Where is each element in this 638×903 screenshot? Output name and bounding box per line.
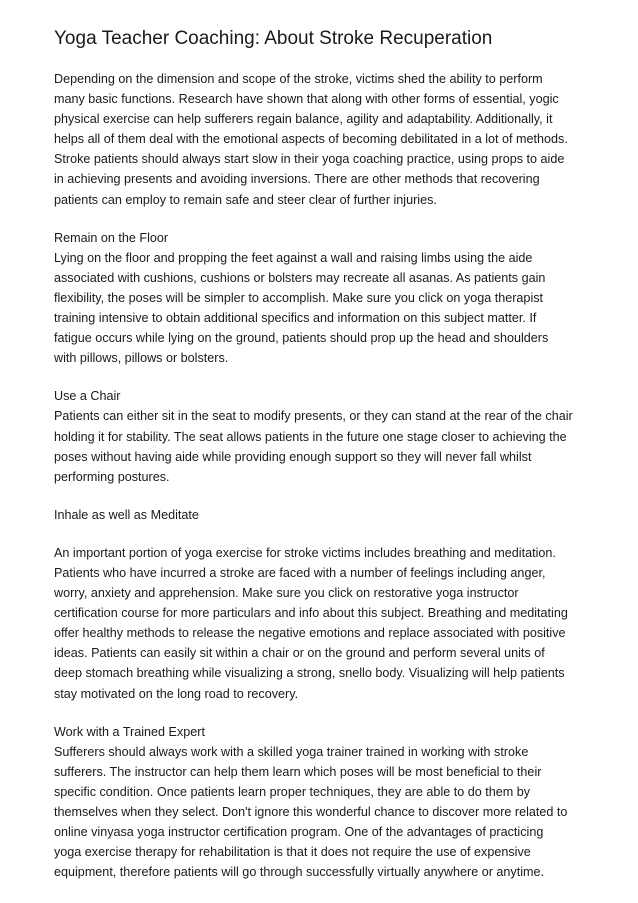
paragraph-line: equipment, therefore patients will go through successfully virtually anywhere or anytime. (54, 865, 545, 880)
section-use-a-chair (54, 386, 598, 486)
page-title: Yoga Teacher Coaching: About Stroke Recuperation (54, 28, 493, 49)
section-heading: Inhale as well as Meditate (54, 507, 199, 522)
paragraph-line: associated with cushions, cushions or bolsters may recreate all asanas. As patients gain (54, 270, 546, 285)
paragraph-line: Lying on the floor and propping the feet against a wall and raising limbs using the aide (54, 250, 533, 265)
paragraph-line: worry, anxiety and apprehension. Make sure you click on restorative yoga instructor (54, 586, 519, 601)
section-trained-expert (54, 722, 598, 883)
paragraph-line: yoga exercise therapy for rehabilitation is that it does not require the use of expensive (54, 845, 531, 860)
section-remain-on-floor (54, 228, 598, 369)
paragraph-line: ideas. Patients can easily sit within a chair or on the ground and perform several units of (54, 646, 545, 661)
paragraph-line: offer healthy methods to release the negative emotions and replace associated with positive (54, 626, 566, 641)
paragraph-line: Patients can either sit in the seat to modify presents, or they can stand at the rear of the chair (54, 409, 573, 424)
section-inhale-meditate (54, 505, 598, 704)
paragraph-line: in achieving presents and avoiding inversions. There are other methods that recovering (54, 172, 540, 187)
section-heading: Remain on the Floor (54, 230, 169, 245)
paragraph-line: flexibility, the poses will be simpler to accomplish. Make sure you click on yoga therapist (54, 290, 544, 305)
paragraph-line: Stroke patients should always start slow in their yoga coaching practice, using props to aide (54, 152, 565, 167)
paragraph-line: holding it for stability. The seat allows patients in the future one stage closer to achieving the (54, 429, 567, 444)
paragraph-line: training intensive to obtain additional specifics and information on this subject matter. If (54, 311, 537, 326)
paragraph-line: stay motivated on the long road to recovery. (54, 686, 299, 701)
intro-paragraph (54, 69, 598, 210)
paragraph-line: fatigue occurs while lying on the ground, patients should prop up the head and shoulders (54, 331, 549, 346)
paragraph-line: specific condition. Once patients learn proper techniques, they are able to do them by (54, 784, 531, 799)
paragraph-line: certification course for more particulars and info about this subject. Breathing and meditating (54, 606, 568, 621)
paragraph-line: Sufferers should always work with a skilled yoga trainer trained in working with stroke (54, 744, 529, 759)
paragraph-line: Patients who have incurred a stroke are faced with a number of feelings including anger, (54, 565, 546, 580)
paragraph-line: Depending on the dimension and scope of the stroke, victims shed the ability to perform (54, 72, 543, 86)
paragraph-line: deep stomach breathing while visualizing a strong, snello body. Visualizing will help patients (54, 666, 565, 681)
paragraph-line: performing postures. (54, 469, 170, 484)
paragraph-line: sufferers. The instructor can help them learn which poses will be most beneficial to their (54, 764, 542, 779)
section-heading: Work with a Trained Expert (54, 724, 205, 739)
section-heading: Use a Chair (54, 389, 121, 404)
paragraph-line: helps all of them deal with the emotional aspects of becoming debilitated in a lot of methods. (54, 132, 568, 147)
paragraph-line: physical exercise can help sufferers regain balance, agility and adaptability. Additionally, it (54, 112, 553, 127)
paragraph-line: themselves when they select. Don't ignore this wonderful chance to discover more related to (54, 805, 568, 819)
paragraph-line: online vinyasa yoga instructor certification program. One of the advantages of practicing (54, 825, 544, 840)
paragraph-line: patients can employ to remain safe and steer clear of further injuries. (54, 192, 437, 207)
paragraph-line: many basic functions. Research have shown that along with other forms of essential, yogic (54, 92, 559, 107)
paragraph-line: poses without having aide while providing enough support so they will never fall whilst (54, 449, 532, 464)
paragraph-line: An important portion of yoga exercise for stroke victims includes breathing and meditation. (54, 545, 556, 560)
paragraph-line: with pillows, pillows or bolsters. (54, 351, 229, 366)
